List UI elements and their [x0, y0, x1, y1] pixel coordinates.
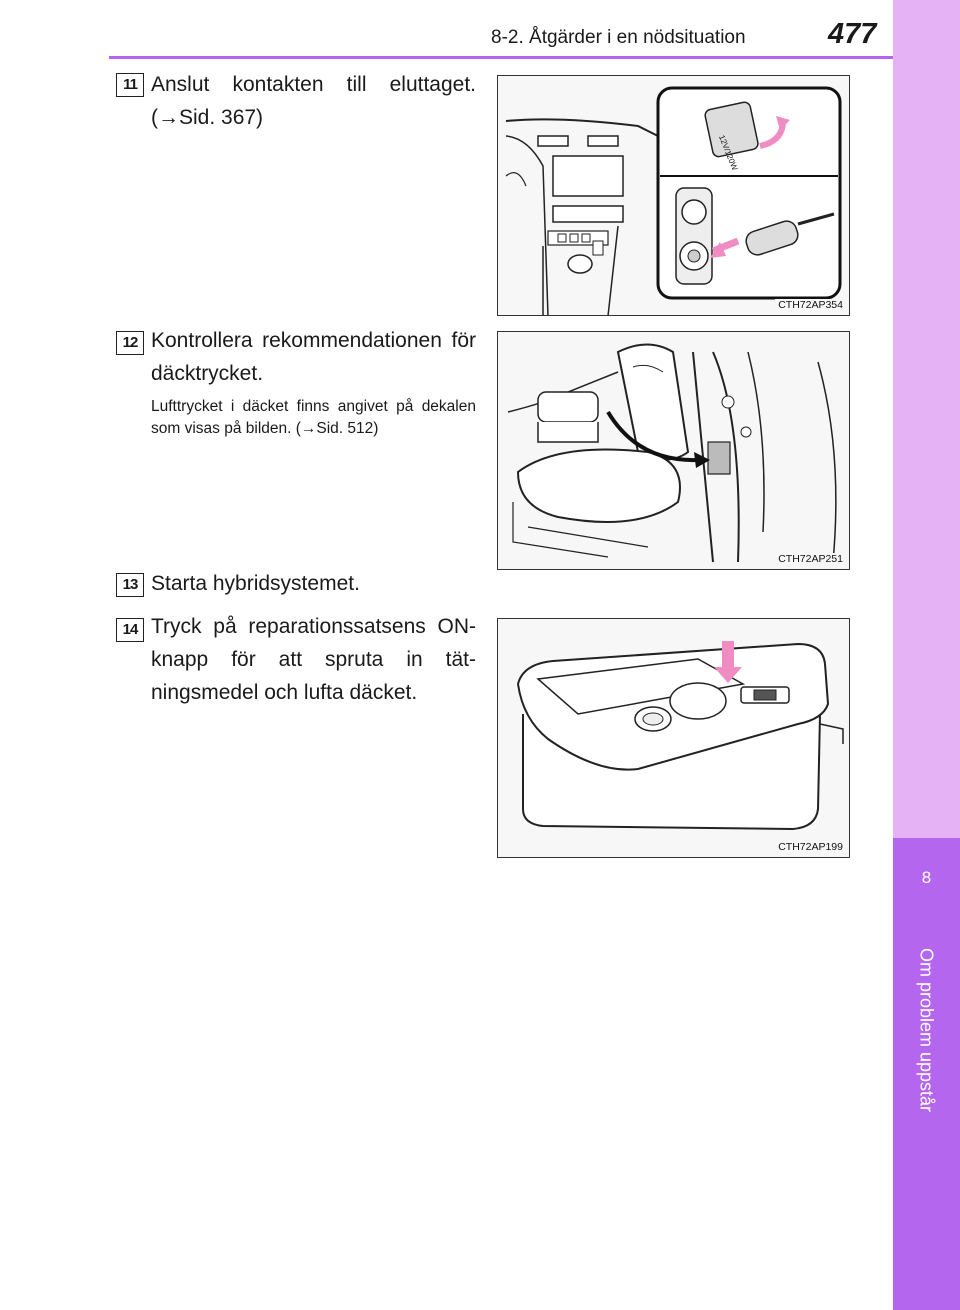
step-text-14: Tryck på reparationssatsens ON-knapp för att spruta in tät-ningsmedel och lufta däcket.	[151, 615, 476, 704]
figure-code: CTH72AP199	[775, 841, 843, 853]
figure-power-outlet	[497, 75, 850, 316]
step-badge-11: 11	[116, 73, 144, 97]
chapter-title: Om problem uppstår	[916, 947, 937, 1113]
socket-cap-label: 12V/120W	[717, 133, 740, 172]
header-divider	[109, 56, 893, 59]
figure-tire-label	[497, 331, 850, 570]
seat-door-illustration	[498, 332, 850, 570]
repair-kit-illustration	[498, 619, 850, 858]
step-text-13: Starta hybridsystemet.	[151, 572, 360, 595]
header-section-title: 8-2. Åtgärder i en nödsituation	[491, 27, 746, 48]
page-number: 477	[828, 18, 877, 50]
step-badge-13: 13	[116, 573, 144, 597]
figure-code: CTH72AP251	[775, 553, 843, 565]
step-note-12: Lufttrycket i däcket finns angivet på dekalen som visas på bilden. (→Sid. 512)	[151, 398, 476, 437]
step-badge-14: 14	[116, 618, 144, 642]
step-text-11: Anslut kontakten till eluttaget. (→Sid. 367)	[151, 73, 476, 129]
figure-repair-kit	[497, 618, 850, 858]
step-badge-12: 12	[116, 331, 144, 355]
dashboard-outlet-illustration	[498, 76, 850, 316]
step-text-12: Kontrollera rekommendationen för däcktrycket.	[151, 329, 476, 385]
chapter-number: 8	[921, 868, 932, 887]
figure-code: CTH72AP354	[775, 299, 843, 311]
